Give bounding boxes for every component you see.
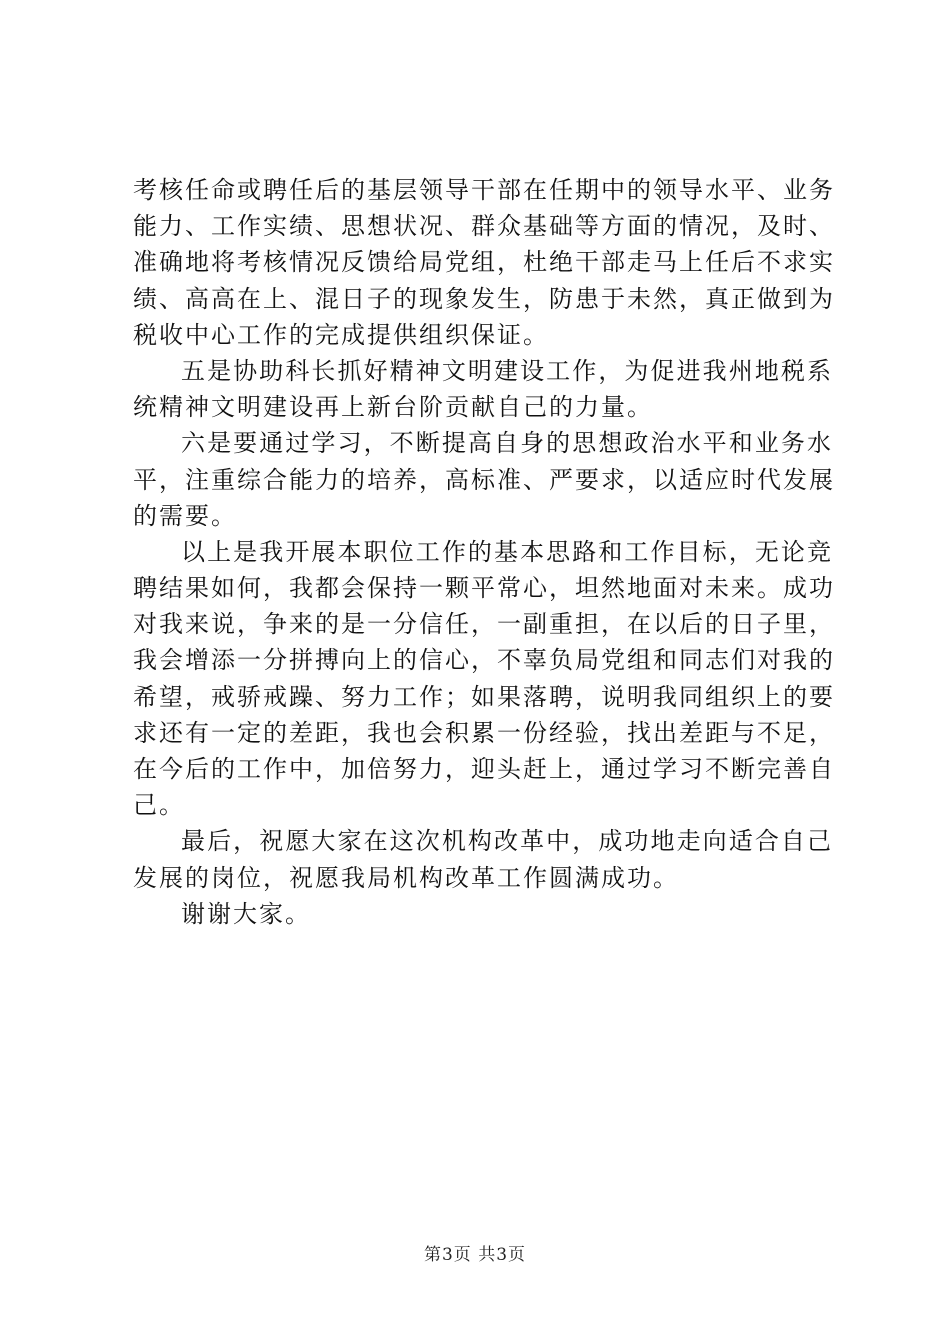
page-number-footer: 第3页 共3页 bbox=[423, 1245, 527, 1265]
text-line: 在今后的工作中，加倍努力，迎头赶上，通过学习不断完善自 bbox=[133, 755, 835, 783]
text-line: 我会增添一分拼搏向上的信心，不辜负局党组和同志们对我的 bbox=[133, 646, 835, 675]
closing-line: 谢谢大家。 bbox=[181, 899, 311, 928]
text-line: 平，注重综合能力的培养，高标准、严要求，以适应时代发展 bbox=[133, 465, 835, 494]
text-line: 聘结果如何，我都会保持一颗平常心，坦然地面对未来。成功 bbox=[133, 574, 835, 603]
text-line: 税收中心工作的完成提供组织保证。 bbox=[133, 320, 549, 349]
text-line: 求还有一定的差距，我也会积累一份经验，找出差距与不足， bbox=[133, 718, 835, 747]
text-line: 考核任命或聘任后的基层领导干部在任期中的领导水平、业务 bbox=[133, 176, 835, 204]
text-line: 能力、工作实绩、思想状况、群众基础等方面的情况，及时、 bbox=[133, 212, 835, 241]
text-line: 绩、高高在上、混日子的现象发生，防患于未然，真正做到为 bbox=[133, 284, 835, 313]
paragraph-first-line: 五是协助科长抓好精神文明建设工作，为促进我州地税系 bbox=[181, 356, 833, 385]
document-body bbox=[133, 172, 833, 932]
text-line: 己。 bbox=[133, 791, 185, 820]
text-line: 的需要。 bbox=[133, 501, 237, 530]
paragraph-first-line: 最后，祝愿大家在这次机构改革中，成功地走向适合自己 bbox=[181, 827, 833, 856]
text-line: 准确地将考核情况反馈给局党组，杜绝干部走马上任后不求实 bbox=[133, 248, 835, 277]
text-line: 对我来说，争来的是一分信任，一副重担，在以后的日子里， bbox=[133, 610, 835, 639]
text-line: 发展的岗位，祝愿我局机构改革工作圆满成功。 bbox=[133, 863, 679, 892]
paragraph-first-line: 六是要通过学习，不断提高自身的思想政治水平和业务水 bbox=[181, 429, 833, 458]
paragraph-first-line: 以上是我开展本职位工作的基本思路和工作目标，无论竞 bbox=[181, 537, 833, 566]
text-line: 统精神文明建设再上新台阶贡献自己的力量。 bbox=[133, 393, 653, 422]
text-line: 希望，戒骄戒躁、努力工作；如果落聘，说明我同组织上的要 bbox=[133, 682, 835, 711]
